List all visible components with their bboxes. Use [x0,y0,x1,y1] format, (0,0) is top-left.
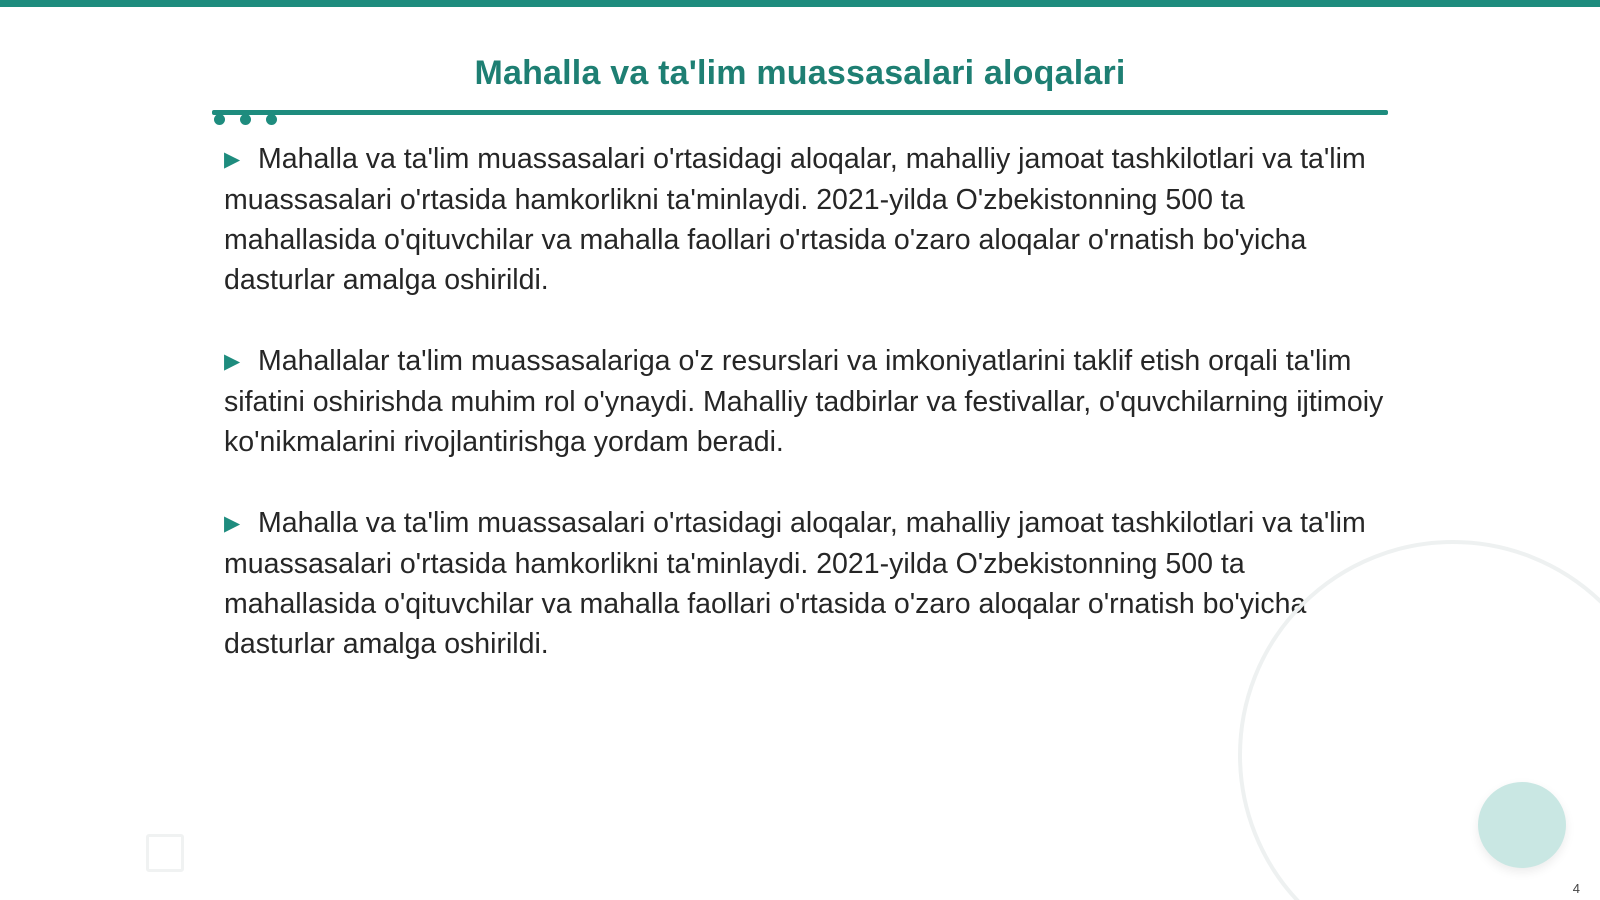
bullet-list [224,139,1384,705]
triangle-right-icon: ▶ [224,148,241,171]
top-accent-bar [0,0,1600,7]
decor-dot [240,114,251,125]
title-underline [212,110,1388,115]
bullet-text: Mahallalar ta'lim muassasalariga o'z resurslari va imkoniyatlarini taklif etish orqali ta'lim sifatini oshirishda muhim rol o'ynaydi. Mahalliy tadbirlar va festivallar, o'quvchilarning ijtimoiy ko'nikmalarini rivojlantirishga yordam beradi. [224,345,1384,458]
decor-dot [214,114,225,125]
bullet-text: Mahalla va ta'lim muassasalari o'rtasidagi aloqalar, mahalliy jamoat tashkilotlari va ta'lim muassasalari o'rtasida hamkorlikni ta'minlaydi. 2021-yilda O'zbekistonning 500 ta mahallasida o'qituvchilar va mahalla faollari o'rtasida o'zaro aloqalar o'rnatish bo'yicha dasturlar amalga oshirildi. [224,507,1366,660]
bullet-item [224,139,1384,300]
bullet-item [224,503,1384,664]
bullet-text: Mahalla va ta'lim muassasalari o'rtasidagi aloqalar, mahalliy jamoat tashkilotlari va ta'lim muassasalari o'rtasida hamkorlikni ta'minlaydi. 2021-yilda O'zbekistonning 500 ta mahallasida o'qituvchilar va mahalla faollari o'rtasida o'zaro aloqalar o'rnatish bo'yicha dasturlar amalga oshirildi. [224,143,1366,296]
decor-square [146,834,184,872]
decor-circle [1478,782,1566,868]
triangle-right-icon: ▶ [224,512,241,535]
bullet-item [224,341,1384,462]
slide-title: Mahalla va ta'lim muassasalari aloqalari [474,54,1126,92]
decor-dot [266,114,277,125]
triangle-right-icon: ▶ [224,350,241,373]
page-number: 4 [1572,881,1580,896]
